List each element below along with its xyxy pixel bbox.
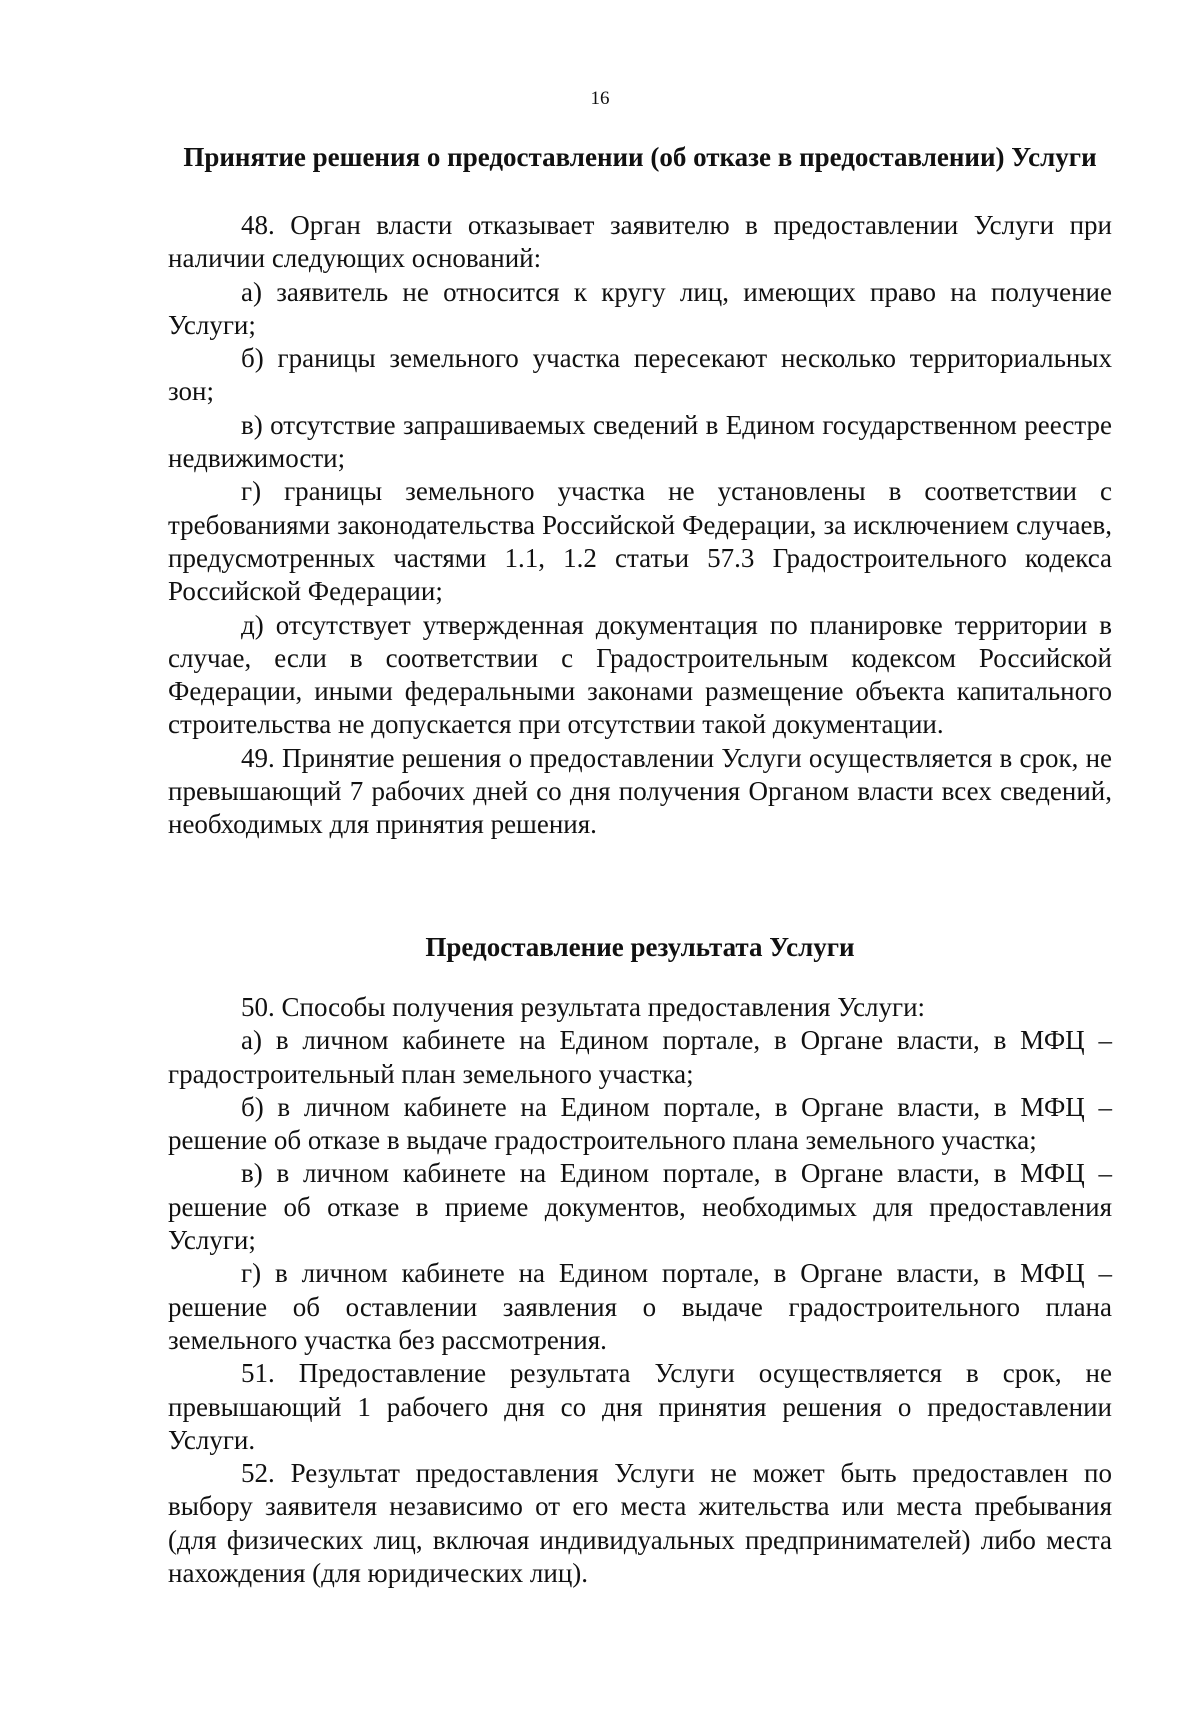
- paragraph-48-v: в) отсутствие запрашиваемых сведений в Едином государственном реестре недвижимости;: [168, 409, 1112, 474]
- paragraph-50-v: в) в личном кабинете на Едином портале, в Органе власти, в МФЦ – решение об отказе в приеме документов, необходимых для предоставления Услуги;: [168, 1158, 1112, 1256]
- paragraph-48-g: г) границы земельного участка не установлены в соответствии с требованиями законодательства Российской Федерации, за исключением случаев, предусмотренных частями 1.1, 1.2 статьи 57.3 Градостроительного кодекса Российской Федерации;: [168, 476, 1112, 607]
- paragraph-48-d: д) отсутствует утвержденная документация по планировке территории в случае, если в соответствии с Градостроительным кодексом Российской Федерации, иными федеральными законами размещение объекта капитального строительства не допускается при отсутствии такой документации.: [168, 609, 1112, 740]
- paragraph-50-g: г) в личном кабинете на Едином портале, в Органе власти, в МФЦ – решение об оставлении заявления о выдаче градостроительного плана земельного участка без рассмотрения.: [168, 1258, 1112, 1355]
- paragraph-48-b: б) границы земельного участка пересекают несколько территориальных зон;: [168, 343, 1112, 407]
- section-heading-result: Предоставление результата Услуги: [425, 932, 855, 962]
- paragraph-50-b: б) в личном кабинете на Едином портале, в Органе власти, в МФЦ – решение об отказе в выдаче градостроительного плана земельного участка;: [168, 1091, 1112, 1156]
- section-body-decision: [168, 209, 1112, 842]
- paragraph-49: 49. Принятие решения о предоставлении Услуги осуществляется в срок, не превышающий 7 рабочих дней со дня получения Органом власти всех сведений, необходимых для принятия решения.: [168, 742, 1112, 840]
- paragraph-51: 51. Предоставление результата Услуги осуществляется в срок, не превышающий 1 рабочего дня со дня принятия решения о предоставлении Услуги.: [168, 1358, 1112, 1455]
- section-body-result: [168, 991, 1112, 1590]
- paragraph-50-a: а) в личном кабинете на Едином портале, в Органе власти, в МФЦ – градостроительный план земельного участка;: [168, 1025, 1112, 1089]
- paragraph-48: 48. Орган власти отказывает заявителю в предоставлении Услуги при наличии следующих оснований:: [168, 210, 1112, 274]
- page-number: 16: [590, 88, 610, 109]
- paragraph-52: 52. Результат предоставления Услуги не может быть предоставлен по выбору заявителя независимо от его места жительства или места пребывания (для физических лиц, включая индивидуальных предпринимателей) либо места нахождения (для юридических лиц).: [168, 1458, 1112, 1589]
- paragraph-48-a: а) заявитель не относится к кругу лиц, имеющих право на получение Услуги;: [168, 276, 1112, 340]
- section-heading-decision: Принятие решения о предоставлении (об отказе в предоставлении) Услуги: [183, 142, 1097, 172]
- paragraph-50: 50. Способы получения результата предоставления Услуги:: [241, 992, 926, 1022]
